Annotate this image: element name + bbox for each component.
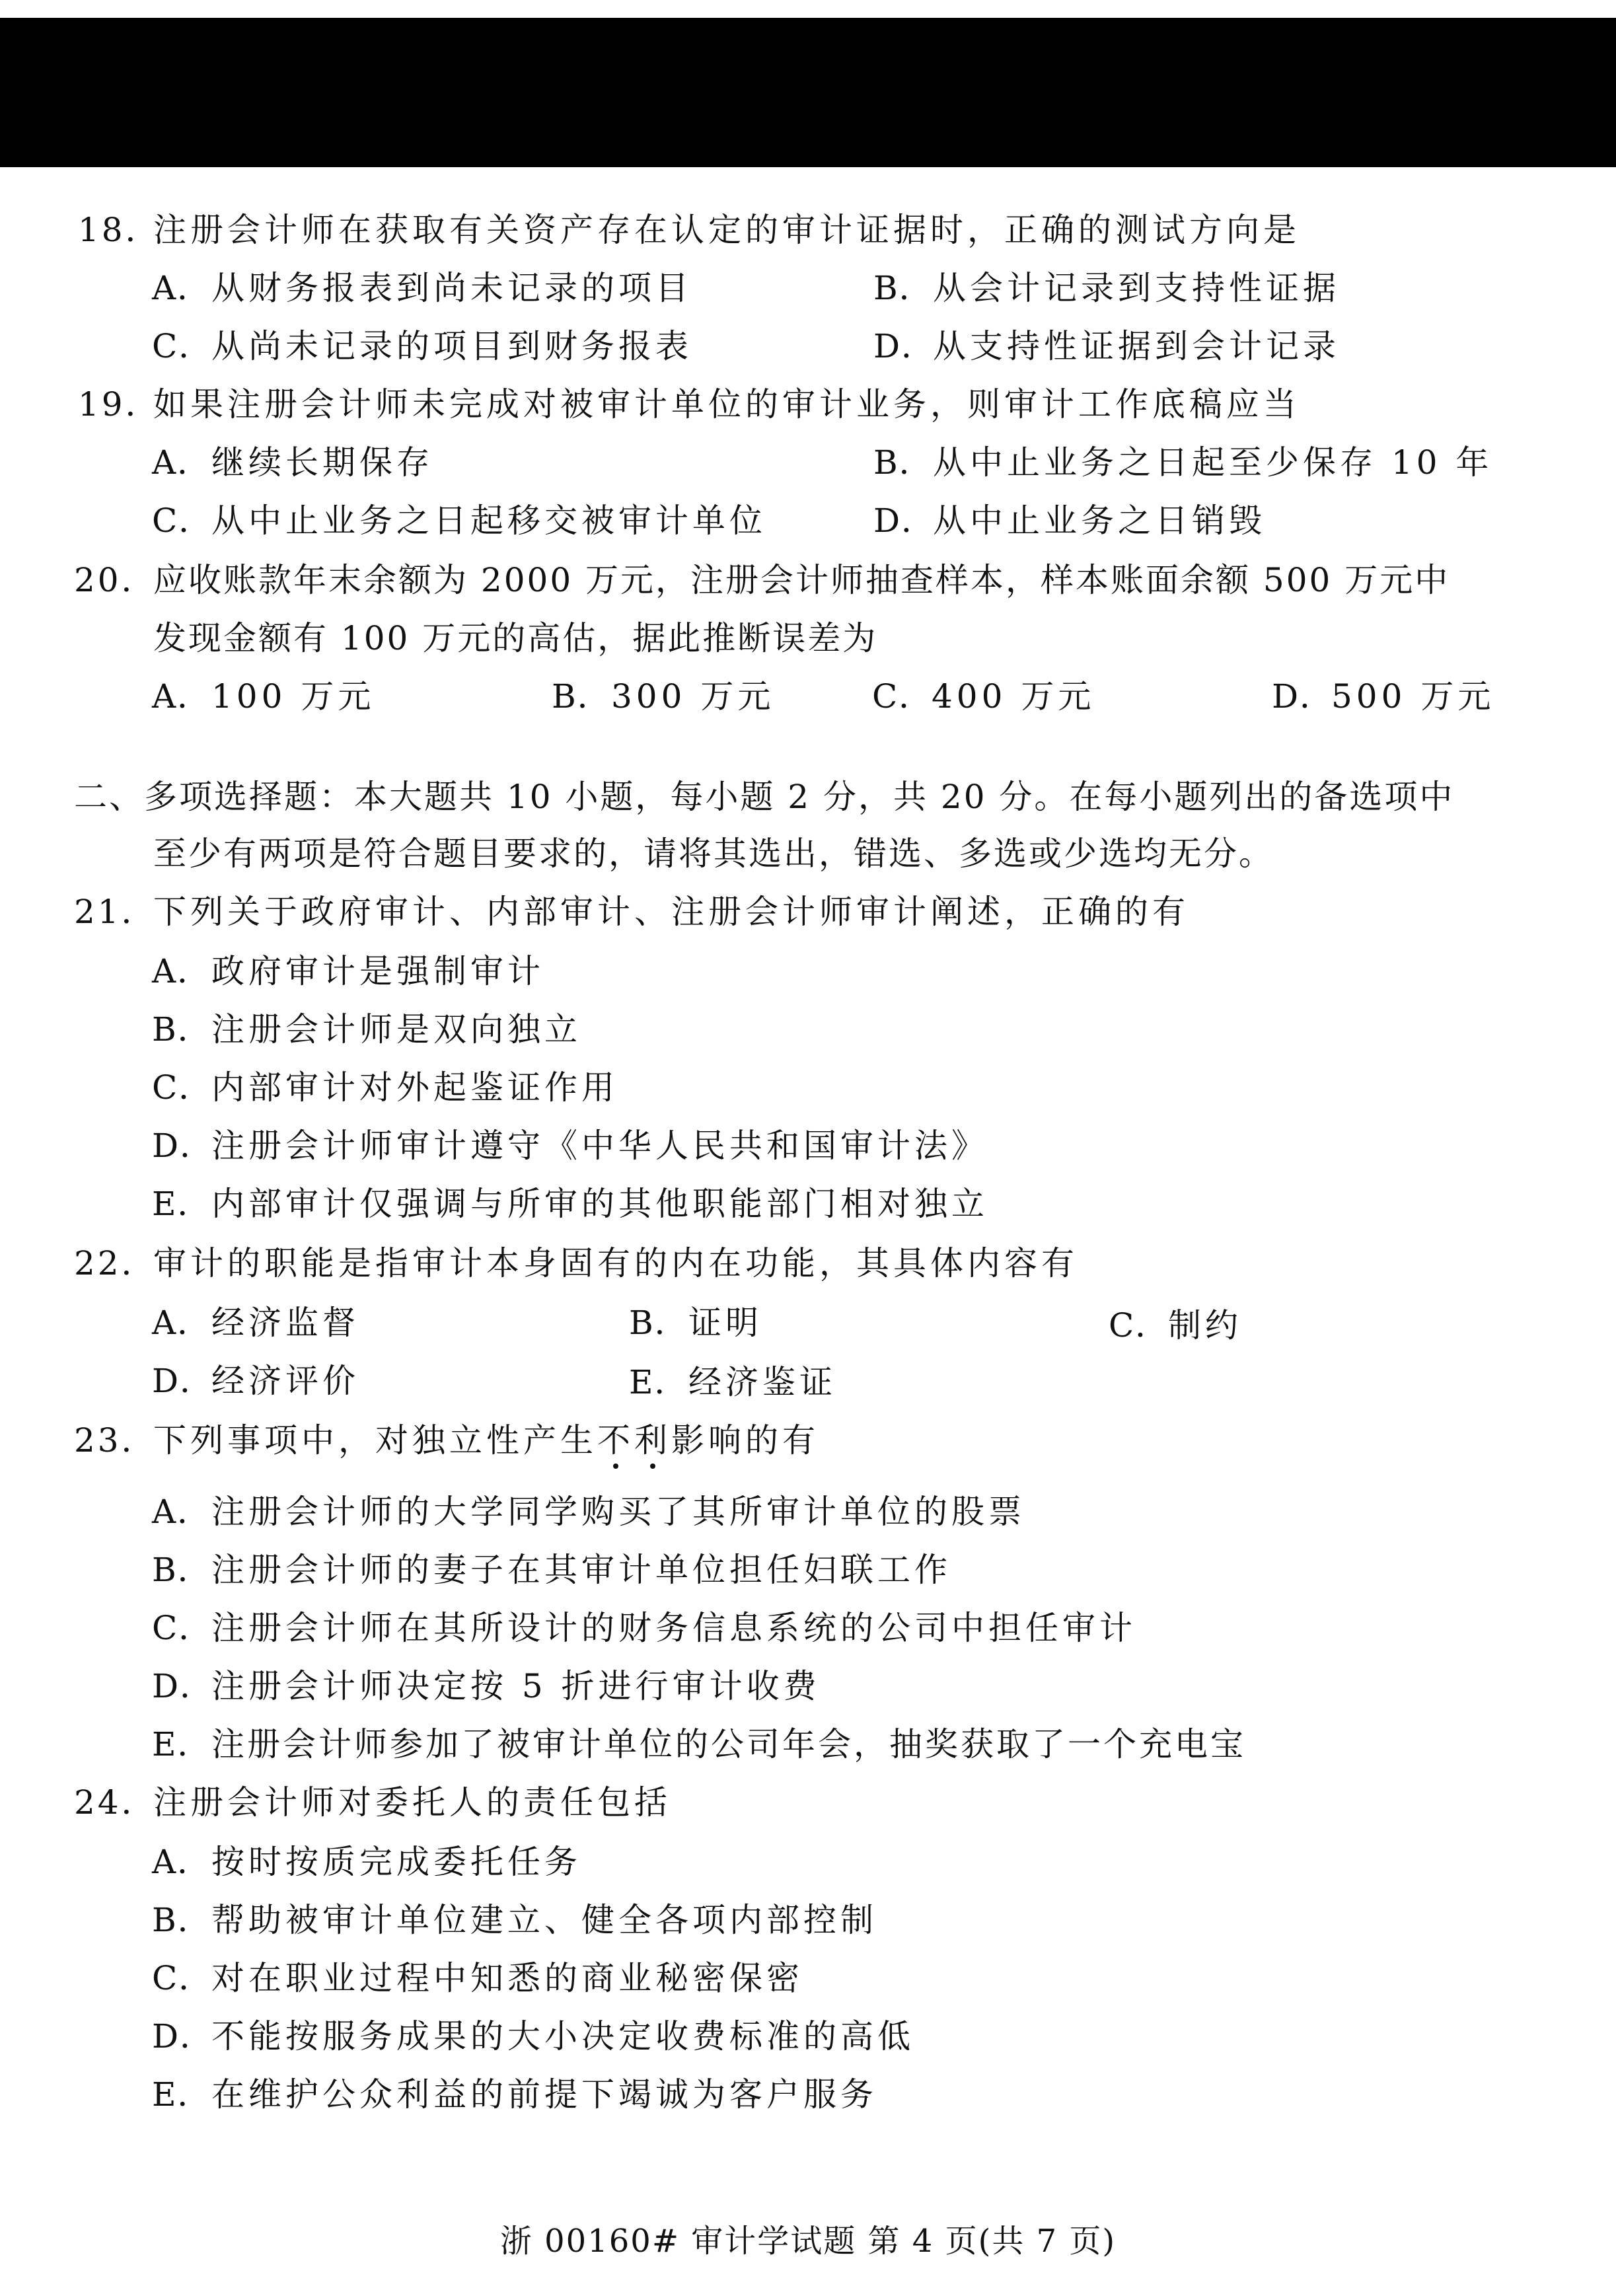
option-b: B．注册会计师是双向独立 (152, 1010, 581, 1049)
option-b: B．从会计记录到支持性证据 (873, 269, 1340, 307)
question-stem: 下列关于政府审计、内部审计、注册会计师审计阐述，正确的有 (153, 893, 1189, 931)
option-e: E．在维护公众利益的前提下竭诚为客户服务 (152, 2075, 877, 2114)
option-d: D．从中止业务之日销毁 (873, 501, 1266, 540)
option-a: A．从财务报表到尚未记录的项目 (152, 269, 692, 307)
option-d: D．不能按服务成果的大小决定收费标准的高低 (152, 2017, 914, 2055)
page-footer: 浙 00160# 审计学试题 第 4 页(共 7 页) (499, 2223, 1117, 2260)
question-stem: 如果注册会计师未完成对被审计单位的审计业务，则审计工作底稿应当 (153, 385, 1300, 424)
emphasis-dot-char: 不 (597, 1421, 634, 1460)
question-number: 23． (74, 1421, 157, 1460)
question-number: 19． (78, 385, 161, 424)
option-d: D．注册会计师审计遵守《中华人民共和国审计法》 (152, 1127, 988, 1165)
question-stem: 下列事项中，对独立性产生不利影响的有 (153, 1421, 819, 1460)
option-a: A．经济监督 (152, 1304, 359, 1342)
option-a: A．100 万元 (152, 677, 375, 716)
option-a: A．继续长期保存 (152, 443, 433, 482)
option-c: C．从中止业务之日起移交被审计单位 (152, 501, 766, 540)
option-d: D．500 万元 (1272, 677, 1495, 716)
question-number: 22． (74, 1244, 157, 1282)
option-d: D．注册会计师决定按 5 折进行审计收费 (152, 1667, 821, 1705)
option-a: A．按时按质完成委托任务 (152, 1843, 581, 1881)
option-c: C．从尚未记录的项目到财务报表 (152, 327, 692, 365)
option-e: E．经济鉴证 (629, 1363, 836, 1401)
option-e: E．内部审计仅强调与所审的其他职能部门相对独立 (152, 1185, 988, 1223)
option-c: C．内部审计对外起鉴证作用 (152, 1068, 618, 1107)
question-number: 18． (78, 211, 161, 249)
question-stem-line-1: 应收账款年末余额为 2000 万元，注册会计师抽查样本，样本账面余额 500 万元中 (153, 561, 1450, 599)
option-a: A．政府审计是强制审计 (152, 952, 544, 990)
option-c: C．注册会计师在其所设计的财务信息系统的公司中担任审计 (152, 1609, 1136, 1647)
question-stem: 注册会计师对委托人的责任包括 (153, 1783, 671, 1822)
option-d: D．从支持性证据到会计记录 (873, 327, 1340, 365)
section-header-line-1: 二、多项选择题：本大题共 10 小题，每小题 2 分，共 20 分。在每小题列出的备选项中 (74, 778, 1455, 816)
question-number: 21． (74, 893, 157, 931)
option-d: D．经济评价 (152, 1362, 359, 1400)
option-b: B．证明 (629, 1304, 762, 1342)
option-c: C．400 万元 (872, 677, 1095, 716)
emphasis-dot-char: 利 (634, 1421, 671, 1460)
question-stem-line-2: 发现金额有 100 万元的高估，据此推断误差为 (153, 619, 878, 657)
option-a: A．注册会计师的大学同学购买了其所审计单位的股票 (152, 1493, 1025, 1531)
question-stem: 审计的职能是指审计本身固有的内在功能，其具体内容有 (153, 1244, 1078, 1282)
option-c: C．对在职业过程中知悉的商业秘密保密 (152, 1959, 803, 1997)
question-stem: 注册会计师在获取有关资产存在认定的审计证据时，正确的测试方向是 (153, 211, 1300, 249)
option-c: C．制约 (1109, 1306, 1242, 1345)
option-b: B．300 万元 (552, 677, 775, 716)
question-number: 24． (74, 1783, 157, 1822)
option-e: E．注册会计师参加了被审计单位的公司年会，抽奖获取了一个充电宝 (152, 1725, 1246, 1763)
redaction-bar (0, 18, 1616, 167)
question-number: 20． (74, 561, 157, 599)
option-b: B．从中止业务之日起至少保存 10 年 (873, 443, 1493, 482)
section-header-line-2: 至少有两项是符合题目要求的，请将其选出，错选、多选或少选均无分。 (153, 834, 1274, 873)
option-b: B．帮助被审计单位建立、健全各项内部控制 (152, 1901, 877, 1939)
option-b: B．注册会计师的妻子在其审计单位担任妇联工作 (152, 1551, 951, 1589)
